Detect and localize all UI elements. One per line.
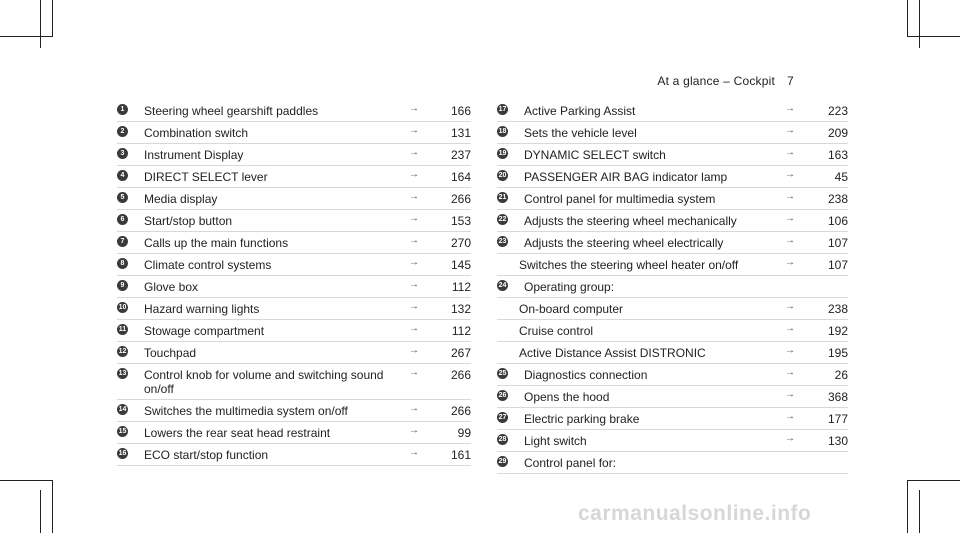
arrow-icon: → <box>409 447 419 458</box>
page-reference[interactable]: 266 <box>450 368 471 382</box>
arrow-icon: → <box>409 125 419 136</box>
arrow-icon: → <box>409 103 419 114</box>
item-label: Light switch <box>524 434 587 448</box>
page-reference[interactable]: 164 <box>450 170 471 184</box>
callout-number: 4 <box>117 170 128 181</box>
callout-number: 1 <box>117 104 128 115</box>
index-row <box>117 232 471 254</box>
index-row <box>117 122 471 144</box>
item-label: Instrument Display <box>144 148 244 162</box>
index-row <box>497 298 848 320</box>
page-number: 7 <box>787 74 794 88</box>
callout-number: 15 <box>118 428 127 435</box>
index-row <box>497 210 848 232</box>
page-reference[interactable]: 153 <box>450 214 471 228</box>
page-reference[interactable]: 192 <box>827 324 848 338</box>
item-label: Adjusts the steering wheel electrically <box>524 236 724 250</box>
callout-number: 10 <box>118 304 127 311</box>
callout-number: 11 <box>118 326 127 333</box>
arrow-icon: → <box>409 367 419 378</box>
page-reference[interactable]: 238 <box>827 302 848 316</box>
arrow-icon: → <box>785 191 795 202</box>
index-row <box>497 100 848 122</box>
index-row <box>117 320 471 342</box>
arrow-icon: → <box>785 411 795 422</box>
item-label: Climate control systems <box>144 258 272 272</box>
arrow-icon: → <box>785 147 795 158</box>
item-label: Active Parking Assist <box>524 104 636 118</box>
item-label: Control knob for volume and switching sound on/off <box>144 368 384 396</box>
page-reference[interactable]: 266 <box>450 404 471 418</box>
item-label: Electric parking brake <box>524 412 640 426</box>
item-label: PASSENGER AIR BAG indicator lamp <box>524 170 728 184</box>
page-reference[interactable]: 145 <box>450 258 471 272</box>
page-reference[interactable]: 161 <box>450 448 471 462</box>
callout-number: 22 <box>498 216 507 223</box>
callout-number: 29 <box>498 458 507 465</box>
index-row <box>497 430 848 452</box>
callout-number: 21 <box>498 194 507 201</box>
callout-number: 13 <box>118 370 127 377</box>
crop-mark <box>40 0 41 48</box>
item-label: Opens the hood <box>524 390 610 404</box>
callout-number: 8 <box>117 258 128 269</box>
item-label: Switches the steering wheel heater on/off <box>519 258 739 272</box>
item-label: DIRECT SELECT lever <box>144 170 268 184</box>
callout-number: 18 <box>498 128 507 135</box>
page-reference[interactable]: 209 <box>827 126 848 140</box>
index-row <box>117 100 471 122</box>
crop-mark <box>40 490 41 533</box>
arrow-icon: → <box>409 279 419 290</box>
index-row <box>497 122 848 144</box>
item-label: ECO start/stop function <box>144 448 269 462</box>
crop-mark <box>0 36 52 37</box>
item-label: Sets the vehicle level <box>524 126 637 140</box>
item-label: Glove box <box>144 280 199 294</box>
page-reference[interactable]: 45 <box>834 170 848 184</box>
item-label: Control panel for multimedia system <box>524 192 716 206</box>
callout-number: 17 <box>498 106 507 113</box>
arrow-icon: → <box>409 257 419 268</box>
crop-mark <box>907 0 908 37</box>
arrow-icon: → <box>409 213 419 224</box>
page-reference[interactable]: 177 <box>827 412 848 426</box>
callout-number: 19 <box>498 150 507 157</box>
arrow-icon: → <box>409 425 419 436</box>
page-reference[interactable]: 112 <box>451 324 471 338</box>
crop-mark <box>919 490 920 533</box>
page-reference[interactable]: 163 <box>827 148 848 162</box>
callout-number: 16 <box>118 450 127 457</box>
arrow-icon: → <box>409 169 419 180</box>
page-reference[interactable]: 26 <box>834 368 848 382</box>
section-title: At a glance – Cockpit <box>657 74 775 88</box>
callout-number: 3 <box>117 148 128 159</box>
crop-mark <box>0 480 52 481</box>
arrow-icon: → <box>785 433 795 444</box>
item-label: Media display <box>144 192 218 206</box>
callout-number: 9 <box>117 280 128 291</box>
index-row <box>497 386 848 408</box>
page-reference[interactable]: 132 <box>450 302 471 316</box>
callout-number: 5 <box>117 192 128 203</box>
item-label: Steering wheel gearshift paddles <box>144 104 319 118</box>
page-reference[interactable]: 107 <box>827 258 848 272</box>
callout-number: 2 <box>117 126 128 137</box>
page-reference[interactable]: 112 <box>451 280 471 294</box>
arrow-icon: → <box>409 235 419 246</box>
crop-mark <box>907 480 908 533</box>
callout-number: 28 <box>498 436 507 443</box>
item-label: Control panel for: <box>524 456 617 470</box>
arrow-icon: → <box>409 301 419 312</box>
item-label: DYNAMIC SELECT switch <box>524 148 666 162</box>
item-label: Touchpad <box>144 346 197 360</box>
crop-mark <box>52 0 53 37</box>
watermark: carmanualsonline.info <box>578 502 812 525</box>
index-row <box>117 364 471 400</box>
index-row <box>117 188 471 210</box>
page-reference[interactable]: 166 <box>450 104 471 118</box>
index-row <box>117 298 471 320</box>
item-label: Stowage compartment <box>144 324 265 338</box>
page-reference[interactable]: 266 <box>450 192 471 206</box>
arrow-icon: → <box>785 213 795 224</box>
index-row <box>117 144 471 166</box>
callout-number: 12 <box>118 348 127 355</box>
item-label: Active Distance Assist DISTRONIC <box>519 346 706 360</box>
arrow-icon: → <box>785 125 795 136</box>
item-label: On-board computer <box>519 302 624 316</box>
page-reference[interactable]: 99 <box>457 426 471 440</box>
index-row <box>497 408 848 430</box>
callout-number: 24 <box>498 282 507 289</box>
page-reference[interactable]: 130 <box>827 434 848 448</box>
item-label: Hazard warning lights <box>144 302 260 316</box>
crop-mark <box>908 480 960 481</box>
index-row <box>497 364 848 386</box>
callout-number: 27 <box>498 414 507 421</box>
index-row <box>117 210 471 232</box>
arrow-icon: → <box>409 147 419 158</box>
crop-mark <box>52 480 53 533</box>
arrow-icon: → <box>785 169 795 180</box>
arrow-icon: → <box>409 323 419 334</box>
item-label: Adjusts the steering wheel mechanically <box>524 214 737 228</box>
item-label: Diagnostics connection <box>524 368 648 382</box>
callout-number: 25 <box>498 370 507 377</box>
callout-number: 14 <box>118 406 127 413</box>
arrow-icon: → <box>409 403 419 414</box>
index-row <box>117 444 471 466</box>
arrow-icon: → <box>785 103 795 114</box>
crop-mark <box>908 36 960 37</box>
callout-number: 20 <box>498 172 507 179</box>
page-reference[interactable]: 106 <box>827 214 848 228</box>
item-label: Operating group: <box>524 280 615 294</box>
item-label: Switches the multimedia system on/off <box>144 404 348 418</box>
arrow-icon: → <box>409 191 419 202</box>
index-row <box>497 232 848 254</box>
index-row <box>117 342 471 364</box>
right-column <box>497 100 848 474</box>
index-row <box>497 342 848 364</box>
index-row <box>117 166 471 188</box>
arrow-icon: → <box>785 367 795 378</box>
index-row <box>497 320 848 342</box>
page-reference[interactable]: 195 <box>827 346 848 360</box>
item-label: Cruise control <box>519 324 594 338</box>
page-reference[interactable]: 237 <box>450 148 471 162</box>
index-row <box>117 400 471 422</box>
arrow-icon: → <box>785 235 795 246</box>
arrow-icon: → <box>785 389 795 400</box>
index-row <box>497 254 848 276</box>
item-label: Combination switch <box>144 126 249 140</box>
page-reference[interactable]: 267 <box>450 346 471 360</box>
index-row <box>497 166 848 188</box>
crop-mark <box>919 0 920 48</box>
arrow-icon: → <box>785 323 795 334</box>
callout-number: 23 <box>498 238 507 245</box>
page-reference[interactable]: 131 <box>450 126 471 140</box>
item-label: Calls up the main functions <box>144 236 289 250</box>
item-label: Start/stop button <box>144 214 233 228</box>
page-header <box>0 74 960 90</box>
arrow-icon: → <box>785 257 795 268</box>
arrow-icon: → <box>409 345 419 356</box>
page-reference[interactable]: 223 <box>827 104 848 118</box>
index-row <box>497 188 848 210</box>
callout-number: 7 <box>117 236 128 247</box>
left-column <box>117 100 471 466</box>
callout-number: 26 <box>498 392 507 399</box>
callout-number: 6 <box>117 214 128 225</box>
item-label: Lowers the rear seat head restraint <box>144 426 331 440</box>
index-row <box>117 422 471 444</box>
index-row <box>117 276 471 298</box>
arrow-icon: → <box>785 301 795 312</box>
page-reference[interactable]: 107 <box>827 236 848 250</box>
page-reference[interactable]: 368 <box>827 390 848 404</box>
index-row <box>497 276 848 298</box>
page-reference[interactable]: 270 <box>450 236 471 250</box>
index-row <box>117 254 471 276</box>
index-row <box>497 144 848 166</box>
index-row <box>497 452 848 474</box>
arrow-icon: → <box>785 345 795 356</box>
page-reference[interactable]: 238 <box>827 192 848 206</box>
